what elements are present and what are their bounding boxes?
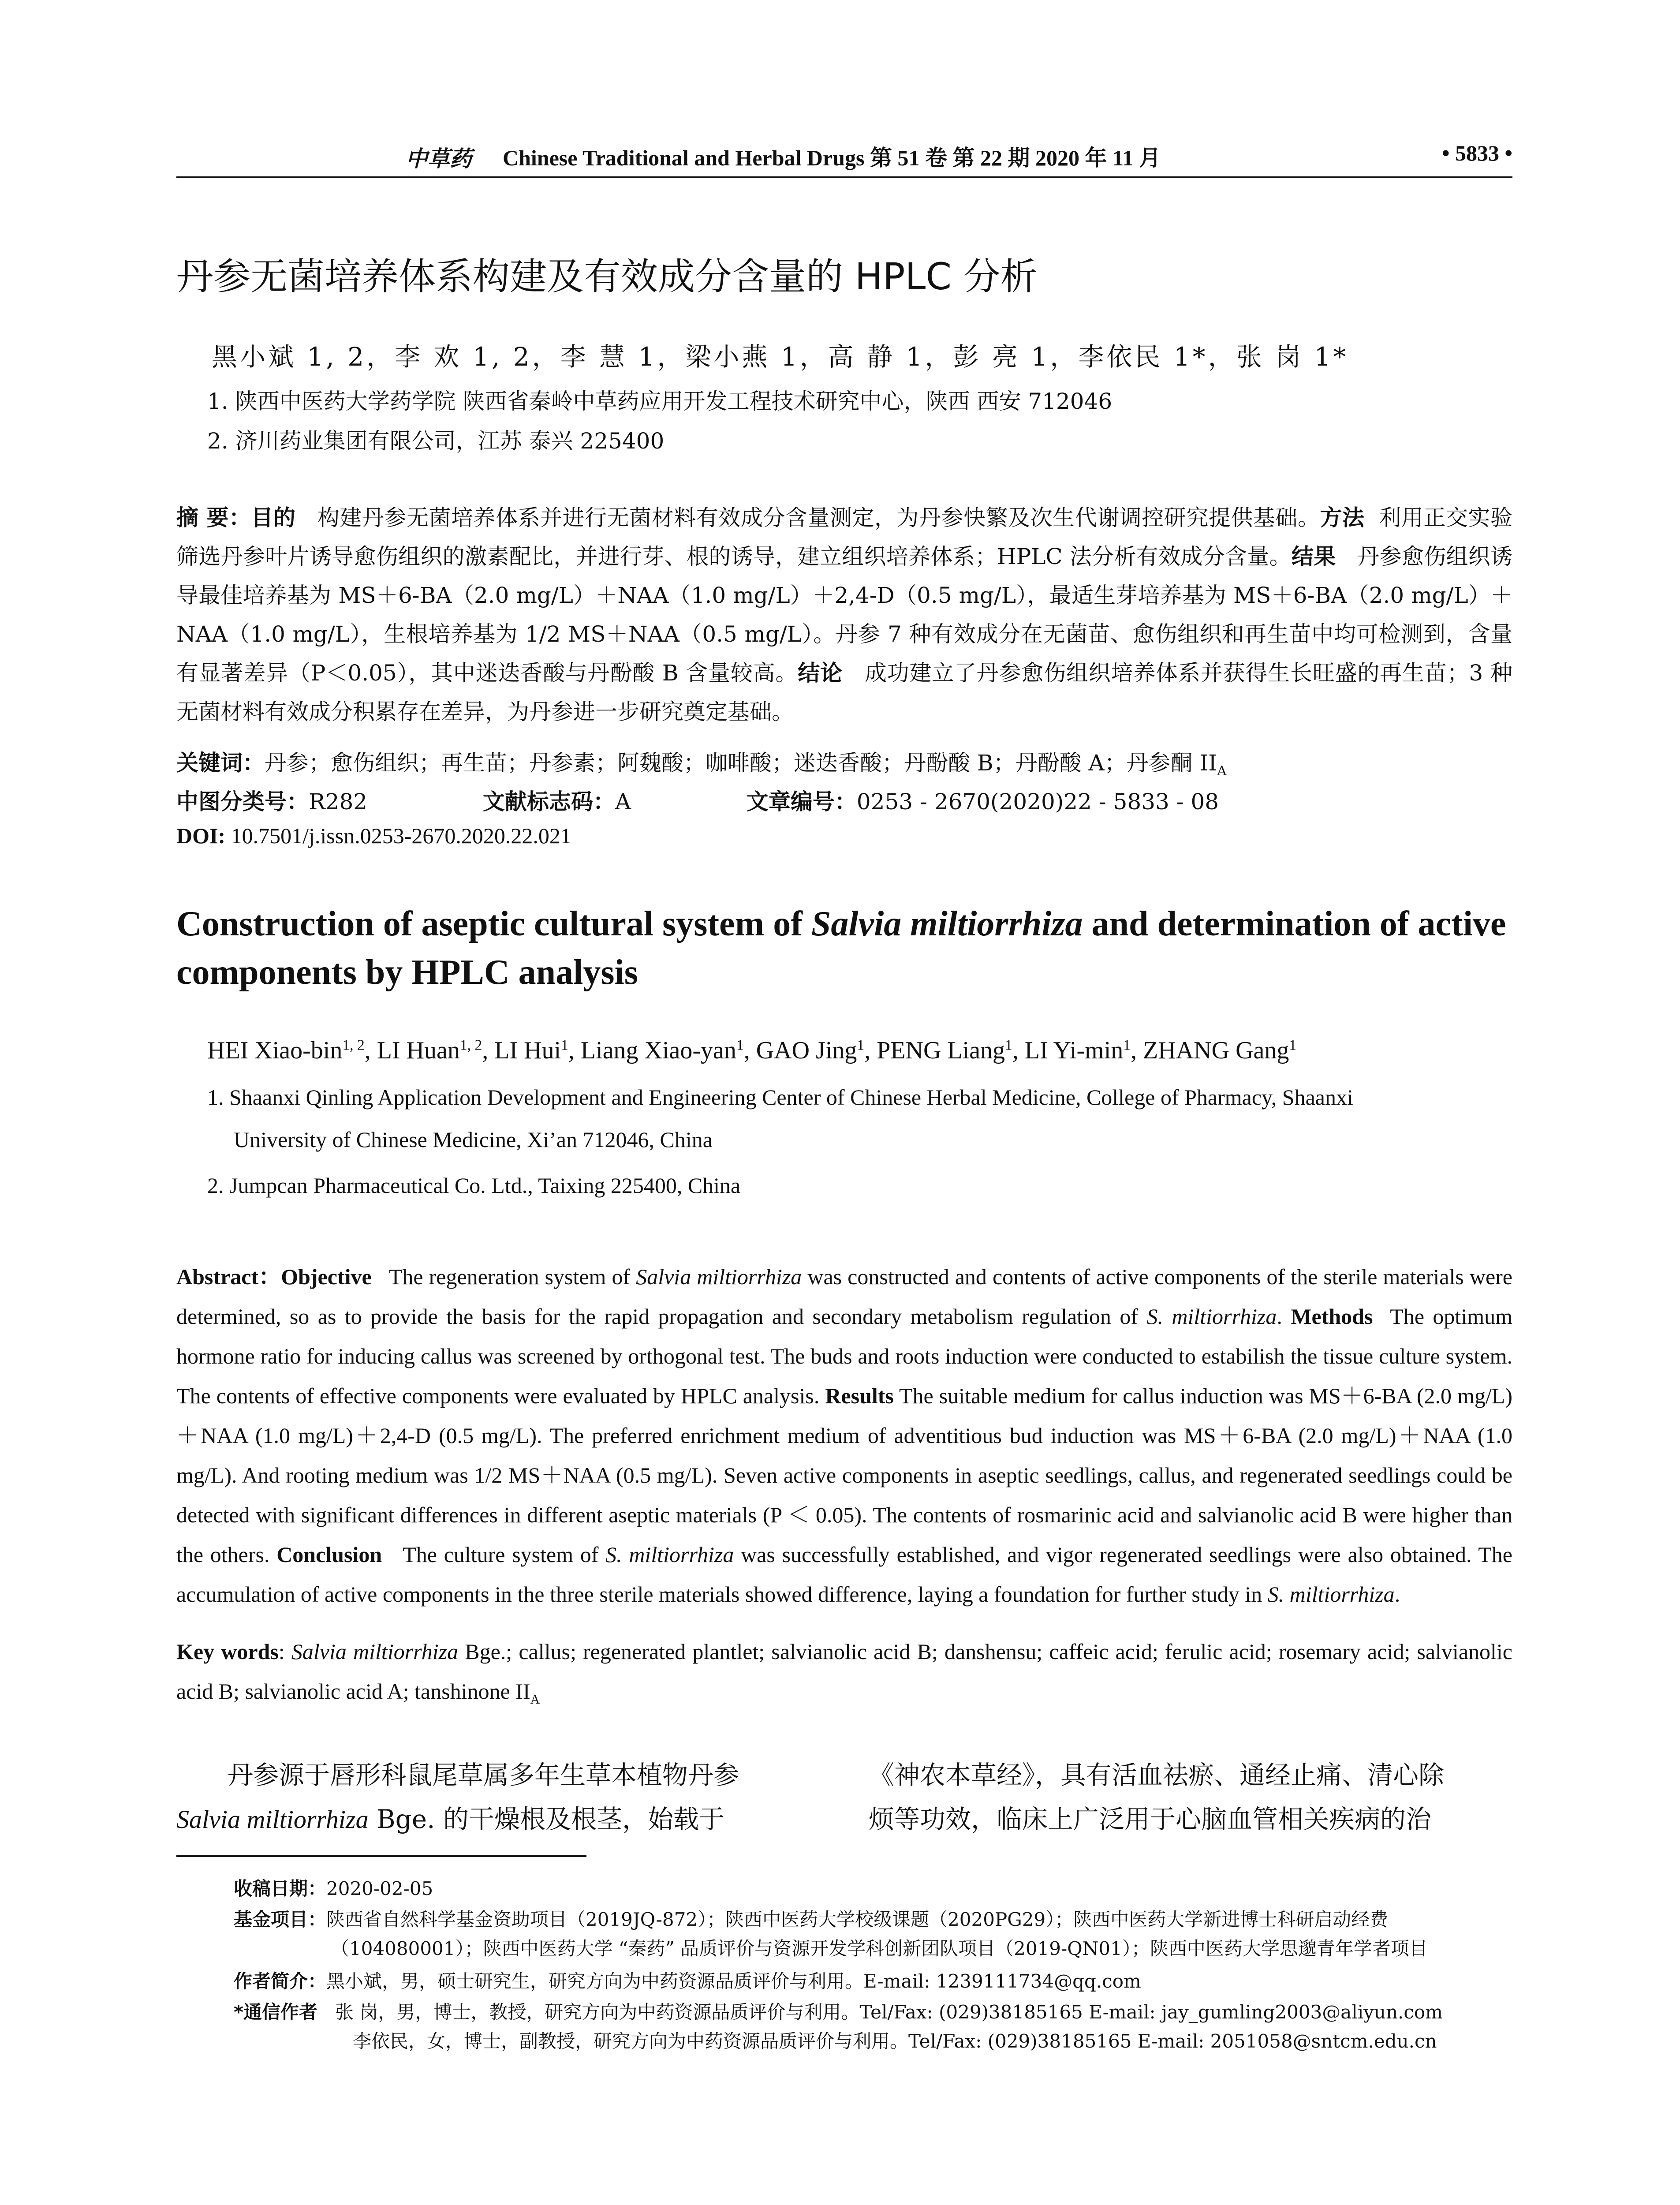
doi-value: 10.7501/j.issn.0253-2670.2020.22.021	[231, 823, 571, 848]
cn-keywords-text: 丹参；愈伤组织；再生苗；丹参素；阿魏酸；咖啡酸；迷迭香酸；丹酚酸 B；丹酚酸 A；丹参酮 II	[265, 750, 1217, 776]
corr-line-2: 李依民，女，博士，副教授，研究方向为中药资源品质评价与利用。Tel/Fax: (029)38185165 E-mail: 2051058@sntcm.edu.cn	[353, 2030, 1437, 2052]
doi-line	[176, 823, 571, 848]
body-left-column	[176, 1753, 820, 1842]
en-result-text: The suitable medium for callus induction was MS＋6-BA (2.0 mg/L)＋NAA (1.0 mg/L)＋2,4-D (0.5 mg/L). The preferred enrichment medium of adventitious bud induction was MS＋6-BA (2.0 mg/L)＋NAA (1.0 mg/L). And rooting medium was 1/2 MS＋NAA (0.5 mg/L). Seven active components in aseptic seedlings, callus, and regenerated seedlings could be detected with significant differences in different aseptic materials (P ＜ 0.05). The contents of rosmarinic acid and salvianolic acid B were higher than the others.	[176, 1383, 1512, 1567]
en-author: LI Huan$^{1, 2}$	[377, 1037, 482, 1064]
en-title-italic: Salvia miltiorrhiza	[811, 904, 1083, 943]
doc-code-value: A	[615, 789, 631, 815]
en-author: LI Hui$^1$	[494, 1037, 568, 1064]
en-keywords-sub: A	[530, 1692, 540, 1707]
en-author-affiliation-mark: 1	[1005, 1037, 1012, 1054]
en-obj-text-3: .	[1277, 1304, 1282, 1329]
cn-keywords	[176, 745, 1227, 777]
en-affiliation-1	[207, 1076, 1512, 1161]
cn-authors: 黑小斌 1, 2，李 欢 1, 2，李 慧 1，梁小燕 1，高 静 1，彭 亮 1，李依民 1*，张 岗 1*	[212, 342, 1349, 372]
en-author: GAO Jing$^1$	[756, 1037, 865, 1064]
en-author-affiliation-mark: 1	[857, 1037, 865, 1054]
cn-obj-text: 构建丹参无菌培养体系并进行无菌材料有效成分含量测定，为丹参快繁及次生代谢调控研究提供基础。	[317, 505, 1320, 531]
cn-concl-text: 成功建立了丹参愈伤组织培养体系并获得生长旺盛的再生苗；3 种无菌材料有效成分积累存在差异，为丹参进一步研究奠定基础。	[176, 660, 1513, 725]
footnote-author	[234, 1967, 1512, 1996]
doi-label: DOI:	[176, 823, 226, 848]
en-method-text: The optimum hormone ratio for inducing callus was screened by orthogonal test. The buds and roots induction were conducted to estabilish the tissue culture system. The contents of effective components were evaluated by HPLC analysis.	[176, 1304, 1513, 1408]
running-header	[176, 140, 1512, 176]
body-left-text: Bge. 的干燥根及根茎，始载于	[368, 1804, 724, 1834]
cn-keywords-sub: A	[1217, 763, 1227, 779]
en-obj-italic-1: Salvia miltiorrhiza	[636, 1264, 802, 1289]
author-value: 黑小斌，男，硕士研究生，研究方向为中药资源品质评价与利用。E-mail: 1239111734@qq.com	[326, 1970, 1141, 1992]
body-left-line-2	[176, 1797, 820, 1842]
body-right-line-1: 《神农本草经》，具有活血祛瘀、通经止痛、清心除	[869, 1760, 1445, 1790]
body-right-column	[869, 1753, 1512, 1841]
body-right-line-2: 烦等功效，临床上广泛用于心脑血管相关疾病的治	[869, 1804, 1432, 1834]
en-author-affiliation-mark: 1	[736, 1037, 744, 1054]
en-author: PENG Liang$^1$	[877, 1037, 1012, 1064]
footnote-rule	[176, 1855, 586, 1857]
cn-classification	[176, 784, 1512, 816]
corr-label: *通信作者	[234, 2001, 317, 2023]
en-obj-label: Objective	[281, 1264, 372, 1289]
en-author-affiliation-mark: 1	[1123, 1037, 1131, 1054]
clc-value: R282	[309, 789, 368, 815]
en-title-part-2: and determination of active components by HPLC analysis	[176, 904, 1506, 992]
cn-result-text: 丹参愈伤组织诱导最佳培养基为 MS＋6-BA（2.0 mg/L）＋NAA（1.0 mg/L）＋2,4-D（0.5 mg/L），最适生芽培养基为 MS＋6-BA（2.0 mg/L）＋NAA（1.0 mg/L），生根培养基为 1/2 MS＋NAA（0.5 mg/L）。丹参 7 种有效成分在无菌苗、愈伤组织和再生苗中均可检测到，含量有显著差异（P＜0.05），其中迷迭香酸与丹酚酸 B 含量较高。	[176, 544, 1513, 686]
en-keywords-text: Bge.; callus; regenerated plantlet; salvianolic acid B; danshensu; caffeic acid; ferulic acid; rosemary acid; salvianolic acid B; salvianolic acid A; tanshinone II	[176, 1639, 1512, 1704]
en-method-label: Methods	[1291, 1304, 1373, 1329]
en-title	[176, 900, 1512, 997]
en-author-affiliation-mark: 1, 2	[459, 1037, 482, 1054]
en-affiliation-1a: 1. Shaanxi Qinling Application Development and Engineering Center of Chinese Herbal Medicine, College of Pharmacy, Shaanxi	[207, 1085, 1353, 1110]
body-left-italic: Salvia miltiorrhiza	[176, 1805, 369, 1834]
cn-affiliation-2: 2. 济川药业集团有限公司，江苏 泰兴 225400	[207, 428, 665, 454]
cn-title: 丹参无菌培养体系构建及有效成分含量的 HPLC 分析	[176, 255, 1038, 298]
journal-line: Chinese Traditional and Herbal Drugs 第 51 卷 第 22 期 2020 年 11 月	[503, 146, 1161, 170]
en-result-label: Results	[825, 1383, 894, 1408]
received-value: 2020-02-05	[326, 1878, 433, 1899]
en-authors: HEI Xiao-bin$^{1, 2}$, LI Huan$^{1, 2}$, LI Hui$^1$, Liang Xiao-yan$^1$, GAO Jing$^1$, PENG Liang$^1$, LI $Yi-\min^1$, ZHANG Gang$^1$	[207, 1037, 1297, 1064]
en-abstract	[176, 1257, 1512, 1614]
en-title-part-1: Construction of aseptic cultural system of	[176, 904, 811, 943]
en-obj-text-2: was constructed and contents of active components of the sterile materials were determined, so as to provide the basis for the rapid propagation and secondary metabolism regulation of	[176, 1264, 1513, 1329]
en-author: HEI Xiao-bin$^{1, 2}$	[207, 1037, 365, 1064]
en-concl-label: Conclusion	[276, 1542, 382, 1567]
cn-result-label: 结果	[1291, 544, 1336, 569]
en-author: LI $Yi-\min^1$	[1024, 1037, 1131, 1064]
en-affiliation-1b: University of Chinese Medicine, Xi’an 712046, China	[234, 1127, 713, 1152]
footnote-corresponding	[234, 1998, 1512, 2056]
en-obj-italic-2: S. miltiorrhiza	[1146, 1304, 1277, 1329]
footnote-fund	[234, 1905, 1512, 1963]
article-no-value: 0253 - 2670(2020)22 - 5833 - 08	[856, 789, 1219, 815]
cn-obj-label: 目的	[251, 505, 296, 531]
en-concl-text-1: The culture system of	[403, 1542, 606, 1567]
en-author-affiliation-mark: 1	[1289, 1037, 1297, 1054]
fund-label: 基金项目：	[234, 1909, 327, 1930]
en-keywords-label: Key words	[176, 1639, 279, 1664]
doc-code-label: 文献标志码：	[482, 789, 615, 815]
fund-line-2: （104080001）；陕西中医药大学 “秦药” 品质评价与资源开发学科创新团队项目（2019-QN01）；陕西中医药大学思邈青年学者项目	[331, 1938, 1428, 1959]
received-label: 收稿日期：	[234, 1878, 327, 1899]
corr-line-1: 张 岗，男，博士，教授，研究方向为中药资源品质评价与利用。Tel/Fax: (029)38185165 E-mail: jay_gumling2003@aliyun.com	[335, 2001, 1443, 2023]
en-concl-italic-1: S. miltiorrhiza	[605, 1542, 734, 1567]
en-abstract-label: Abstract：	[176, 1264, 281, 1289]
en-concl-italic-2: S. miltiorrhiza	[1267, 1582, 1395, 1607]
cn-keywords-label: 关键词：	[176, 750, 265, 776]
cn-concl-label: 结论	[798, 660, 843, 686]
en-author-affiliation-mark: 1	[561, 1037, 568, 1054]
en-author: ZHANG Gang$^1$	[1143, 1037, 1297, 1064]
page-number: • 5833 •	[1441, 141, 1512, 165]
cn-method-text: 利用正交实验筛选丹参叶片诱导愈伤组织的激素配比，并进行芽、根的诱导，建立组织培养体系；HPLC 法分析有效成分含量。	[176, 505, 1513, 569]
journal-logo: 中草药	[406, 146, 472, 172]
en-author-affiliation-mark: 1, 2	[342, 1037, 365, 1054]
cn-abstract	[176, 498, 1512, 731]
en-concl-text-2: was successfully established, and vigor regenerated seedlings were also obtained. The accumulation of active components in the three sterile materials showed difference, laying a foundation for further study in	[176, 1542, 1513, 1607]
en-affiliation-2: 2. Jumpcan Pharmaceutical Co. Ltd., Taixing 225400, China	[207, 1173, 741, 1198]
en-author: Liang Xiao-yan$^1$	[580, 1037, 744, 1064]
header-rule	[176, 176, 1512, 178]
article-no-label: 文章编号：	[746, 789, 857, 815]
cn-abstract-label: 摘 要：	[176, 505, 251, 531]
author-label: 作者简介：	[234, 1970, 327, 1992]
body-left-line-1: 丹参源于唇形科鼠尾草属多年生草本植物丹参	[228, 1760, 739, 1790]
en-obj-text-1: The regeneration system of	[388, 1264, 636, 1289]
fund-line-1: 陕西省自然科学基金资助项目（2019JQ-872）；陕西中医药大学校级课题（2020PG29）；陕西中医药大学新进博士科研启动经费	[326, 1909, 1389, 1930]
cn-affiliation-1: 1. 陕西中医药大学药学院 陕西省秦岭中草药应用开发工程技术研究中心，陕西 西安 712046	[207, 389, 1113, 414]
en-concl-text-3: .	[1394, 1582, 1400, 1607]
cn-method-label: 方法	[1320, 505, 1365, 531]
en-keywords: Key words: Salvia miltiorrhiza Bge.; callus; regenerated plantlet; salvianolic acid B; danshensu; caffeic acid; ferulic acid; rosemary acid; salvianolic acid B; salvianolic acid A; tanshinone $II_A$	[176, 1639, 1512, 1707]
en-keywords-italic: Salvia miltiorrhiza	[291, 1639, 459, 1664]
clc-label: 中图分类号：	[176, 789, 309, 815]
footnote-received	[234, 1874, 1512, 1903]
